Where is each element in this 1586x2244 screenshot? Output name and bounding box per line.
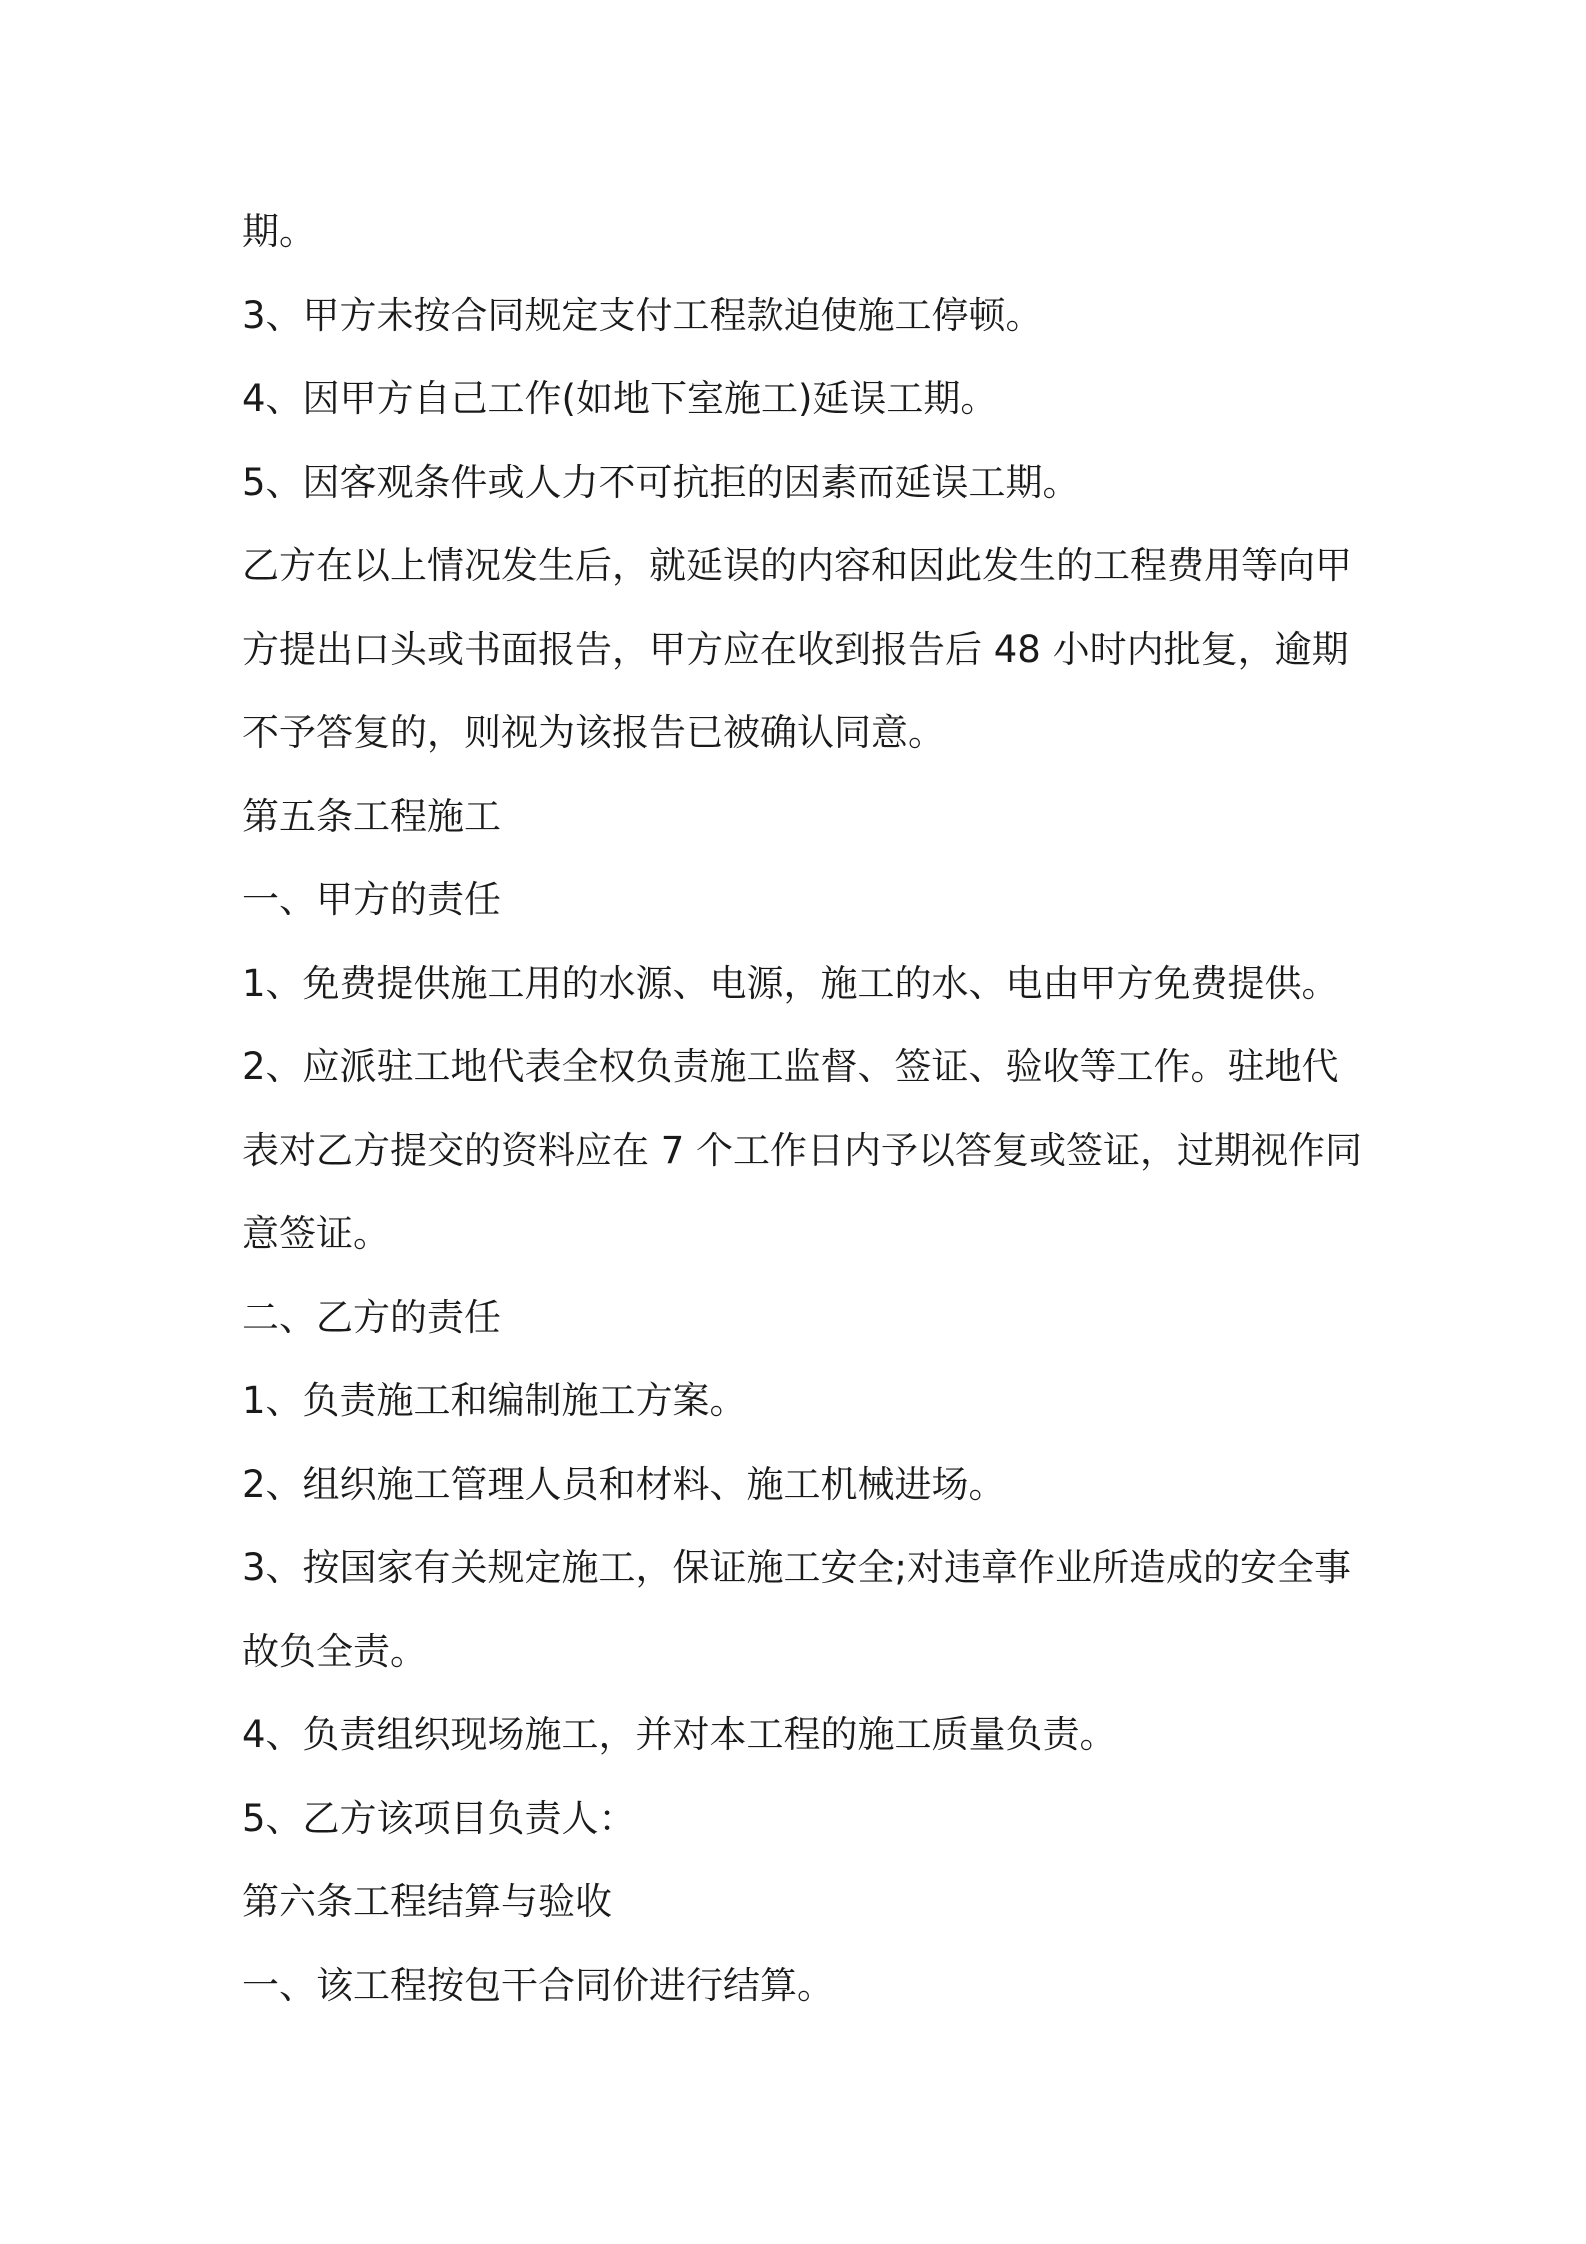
text-line: 乙方在以上情况发生后，就延误的内容和因此发生的工程费用等向甲 — [242, 544, 1352, 587]
text-line: 表对乙方提交的资料应在 7 个工作日内予以答复或签证，过期视作同 — [242, 1128, 1363, 1172]
section-heading: 第五条工程施工 — [242, 794, 501, 838]
document-body — [242, 190, 1363, 2027]
text-line: 1、负责施工和编制施工方案。 — [242, 1379, 747, 1422]
text-line: 5、因客观条件或人力不可抗拒的因素而延误工期。 — [242, 460, 1080, 504]
text-line: 不予答复的，则视为该报告已被确认同意。 — [242, 711, 945, 754]
text-line: 方提出口头或书面报告，甲方应在收到报告后 48 小时内批复，逾期 — [242, 627, 1349, 671]
text-line: 4、因甲方自己工作(如地下室施工)延误工期。 — [242, 377, 998, 420]
text-line: 2、组织施工管理人员和材料、施工机械进场。 — [242, 1462, 1006, 1506]
text-line: 5、乙方该项目负责人： — [242, 1796, 636, 1840]
text-line: 1、免费提供施工用的水源、电源，施工的水、电由甲方免费提供。 — [242, 961, 1339, 1005]
text-line: 一、该工程按包干合同价进行结算。 — [242, 1963, 834, 2007]
text-line: 意签证。 — [242, 1212, 390, 1255]
text-line: 3、按国家有关规定施工，保证施工安全;对违章作业所造成的安全事 — [242, 1546, 1352, 1589]
section-heading: 第六条工程结算与验收 — [242, 1880, 612, 1923]
text-line: 2、应派驻工地代表全权负责施工监督、签证、验收等工作。驻地代 — [242, 1045, 1339, 1088]
subsection-heading: 一、甲方的责任 — [242, 878, 501, 921]
text-line: 故负全责。 — [242, 1629, 427, 1673]
text-line: 4、负责组织现场施工，并对本工程的施工质量负责。 — [242, 1713, 1117, 1756]
text-line: 期。 — [242, 210, 316, 253]
text-line: 3、甲方未按合同规定支付工程款迫使施工停顿。 — [242, 293, 1043, 337]
subsection-heading: 二、乙方的责任 — [242, 1295, 501, 1339]
